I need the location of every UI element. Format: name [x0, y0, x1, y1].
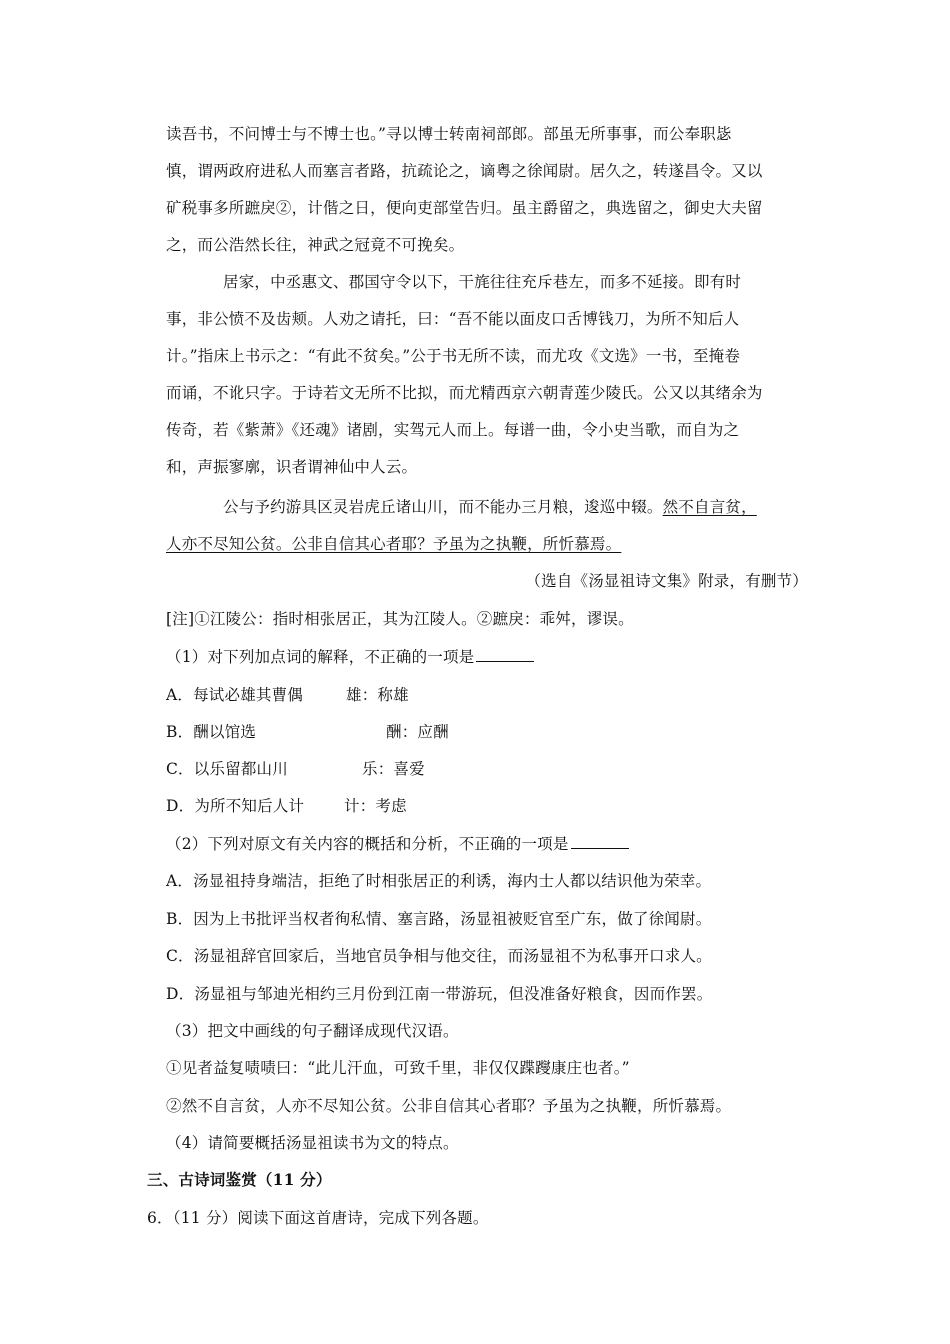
passage-line: 矿税事多所蹠戾②，计偕之日，便向吏部堂告归。虽主爵留之，典选留之，御史大夫留: [166, 199, 763, 217]
passage-text: 公与予约游具区灵岩虎丘诸山川，而不能办三月粮，逡巡中辍。: [223, 498, 663, 516]
q3-sentence-2: ②然不自言贫，人亦不尽知公贫。公非自信其心者耶？予虽为之执鞭，所忻慕焉。: [166, 1097, 732, 1115]
section-heading: 三、古诗词鉴赏（11 分）: [147, 1170, 332, 1189]
passage-line: 传奇，若《紫萧》《还魂》诸剧，实驾元人而上。每谱一曲，令小史当歌，而自为之: [166, 421, 740, 439]
answer-blank: [571, 834, 629, 849]
question-1-stem: [166, 647, 534, 667]
passage-line: 居家，中丞惠文、郡国守令以下，干旄往往充斥巷左，而多不延接。即有时: [223, 273, 742, 291]
passage-line: 而诵，不讹只字。于诗若文无所不比拟，而尤精西京六朝青莲少陵氏。公又以其绪余为: [166, 384, 763, 402]
footnote: [注]①江陵公：指时相张居正，其为江陵人。②蹠戾：乖舛，谬误。: [166, 610, 634, 628]
option-text: D．为所不知后人计: [166, 797, 305, 815]
q2-option-b: B．因为上书批评当权者徇私情、塞言路，汤显祖被贬官至广东，做了徐闻尉。: [166, 910, 712, 928]
q1-option-d: [166, 796, 407, 816]
underlined-sentence: 然不自言贫，: [662, 498, 757, 516]
q2-option-a: A．汤显祖持身端洁，拒绝了时相张居正的利诱，海内士人都以结识他为荣幸。: [166, 872, 712, 890]
option-text: A．每试必雄其曹偶: [166, 686, 303, 704]
option-explanation: 酬：应酬: [386, 723, 449, 741]
underlined-sentence: 人亦不尽知公贫。公非自信其心者耶？予虽为之执鞭，所忻慕焉。: [166, 535, 622, 553]
q3-sentence-1: ①见者益复啧啧曰：“此儿汗血，可致千里，非仅仅蹀躞康庄也者。”: [166, 1059, 630, 1077]
passage-line: 慎，谓两政府进私人而塞言者路，抗疏论之，谪粤之徐闻尉。居久之，转遂昌令。又以: [166, 162, 763, 180]
option-explanation: 雄：称雄: [346, 686, 409, 704]
passage-line: 计。”指床上书示之：“有此不贫矣。”公于书无所不读，而尤攻《文选》一书，至掩卷: [166, 347, 741, 365]
option-text: B．酬以馆选: [166, 723, 257, 741]
option-explanation: 乐：喜爱: [362, 760, 425, 778]
q1-option-a: [166, 685, 409, 705]
source-citation: （选自《汤显祖诗文集》附录，有删节）: [525, 572, 808, 590]
q1-option-c: [166, 759, 425, 779]
option-explanation: 计：考虑: [344, 797, 407, 815]
passage-line: 事，非公愤不及齿颊。人劝之请托，曰：“吾不能以面皮口舌博钱刀，为所不知后人: [166, 310, 740, 328]
option-text: C．以乐留都山川: [166, 760, 288, 778]
passage-line: 之，而公浩然长往，神武之冠竟不可挽矣。: [166, 236, 465, 254]
question-text: （1）对下列加点词的解释，不正确的一项是: [166, 648, 475, 666]
passage-line: 读吾书，不问博士与不博士也。”寻以博士转南祠部郎。部虽无所事事，而公奉职毖: [166, 125, 732, 143]
question-4-stem: （4）请简要概括汤显祖读书为文的特点。: [166, 1134, 459, 1152]
passage-line: 和，声振寥廓，识者谓神仙中人云。: [166, 458, 418, 476]
question-3-stem: （3）把文中画线的句子翻译成现代汉语。: [166, 1022, 459, 1040]
passage-line: [223, 497, 757, 517]
q2-option-d: D．汤显祖与邹迪光相约三月份到江南一带游玩，但没准备好粮食，因而作罢。: [166, 985, 713, 1003]
q1-option-b: [166, 722, 449, 742]
question-6-stem: 6．（11 分）阅读下面这首唐诗，完成下列各题。: [147, 1209, 489, 1227]
question-2-stem: [166, 834, 629, 854]
answer-blank: [476, 647, 534, 662]
q2-option-c: C．汤显祖辞官回家后，当地官员争相与他交往，而汤显祖不为私事开口求人。: [166, 947, 712, 965]
question-text: （2）下列对原文有关内容的概括和分析，不正确的一项是: [166, 835, 569, 853]
